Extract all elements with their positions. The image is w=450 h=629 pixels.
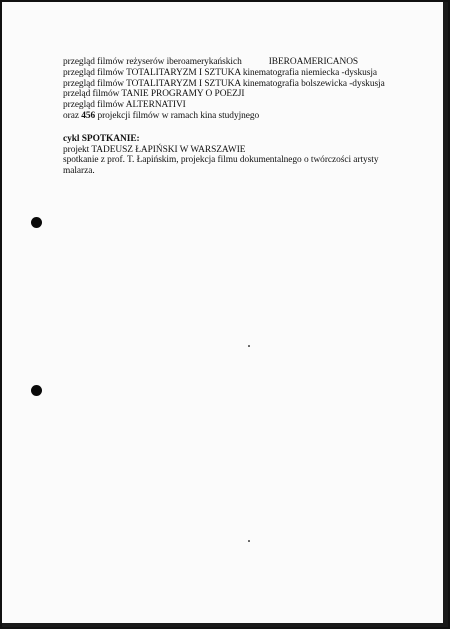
cycle-title: cykl SPOTKANIE: [63,133,140,144]
screenings-prefix: oraz [63,110,79,121]
film-review-extra: IBEROAMERICANOS [268,57,359,67]
film-review-line: przeląd filmów TANIE PROGRAMY O POEZJI [63,89,245,100]
film-review-line: przegląd filmów ALTERNATIVI [63,100,186,111]
scan-edge-bottom [2,623,448,627]
film-review-line [63,57,403,68]
punch-hole [31,385,42,396]
film-review-text: przegląd filmów reżyserów iberoamerykańskich [63,57,242,67]
document-text [63,57,403,177]
scan-edge-right [443,2,448,627]
screenings-suffix: projekcji filmów w ramach kina studyjnego [97,110,260,121]
paragraph-spacer [63,122,403,134]
film-review-line: przegląd filmów TOTALITARYZM I SZTUKA kinematografia bolszewicka -dyskusja [63,78,385,89]
punch-hole [31,217,42,228]
film-review-line: przegląd filmów TOTALITARYZM I SZTUKA kinematografia niemiecka -dyskusja [63,67,378,78]
cycle-description: spotkanie z prof. T. Łapińskim, projekcja filmu dokumentalnego o twórczości artysty malarza. [63,155,379,177]
scan-speck [248,540,250,542]
cycle-project: projekt TADEUSZ ŁAPIŃSKI W WARSZAWIE [63,144,246,155]
scan-speck [248,345,250,347]
screenings-line [63,111,403,122]
screenings-count: 456 [81,110,96,121]
